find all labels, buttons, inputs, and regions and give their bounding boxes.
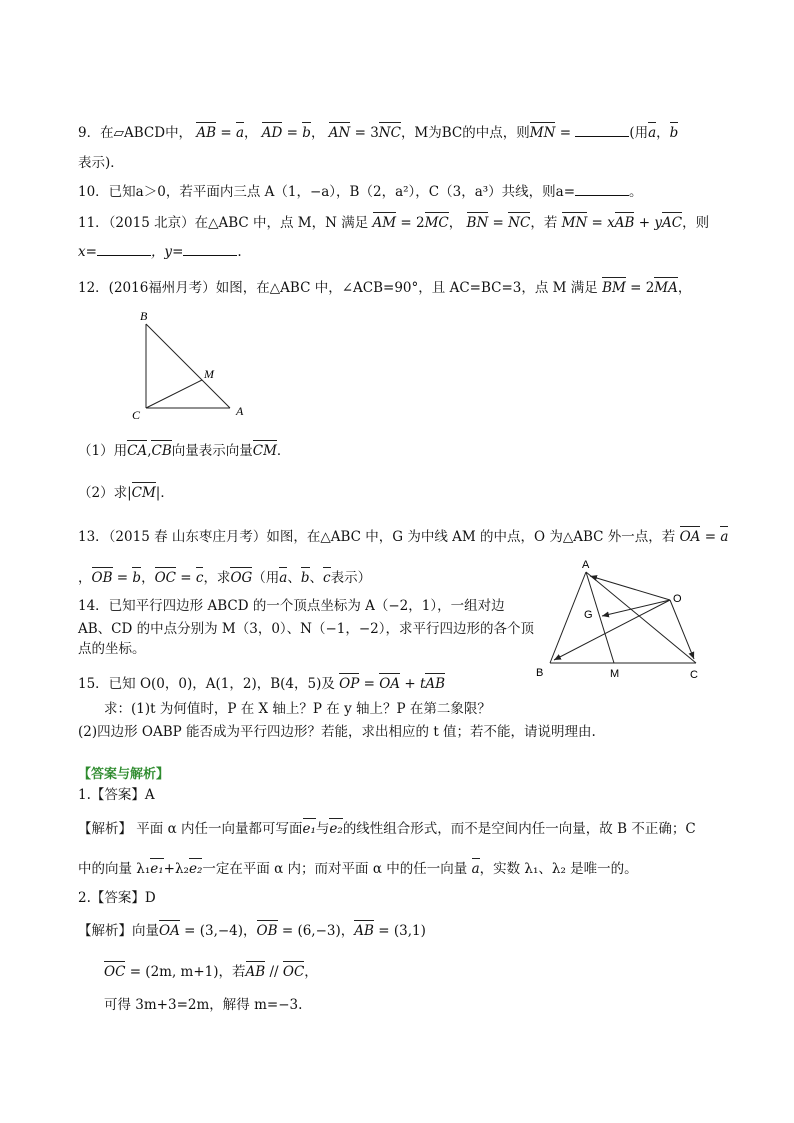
explanation-1-cont: 中的向量 λ₁e₁+λ₂e₂一定在平面 α 内；而对平面 α 中的任一向量 a，实数 λ₁、λ₂ 是唯一的。 xyxy=(78,858,638,878)
triangle-figure-q12 xyxy=(128,308,258,423)
point-A: A xyxy=(236,404,244,418)
question-12-part-1: （1）用CA,CB向量表示向量CM． xyxy=(78,440,290,460)
answer-blank[interactable] xyxy=(183,243,237,256)
point-B: B xyxy=(536,667,544,679)
question-11: 11．（2015 北京）在△ABC 中，点 M，N 满足 AM = 2MC， BN = NC，若 MN = xAB + yAC，则 xyxy=(78,212,709,232)
triangle-figure-q13 xyxy=(532,556,712,686)
vec-AN: AN xyxy=(329,122,351,142)
question-10: 10．已知a＞0，若平面内三点 A（1，−a），B（2，a²），C（3，a³）共线，则a= 。 xyxy=(78,184,643,200)
answer-blank[interactable] xyxy=(575,124,629,137)
vec-a: a xyxy=(236,122,244,142)
question-9: 9．在▱ABCD中， AB = a， AD = b， AN = 3NC，M为BC的中点，则MN = (用a，b xyxy=(78,122,678,142)
point-M: M xyxy=(610,668,620,680)
point-O: O xyxy=(673,593,682,605)
question-9-cont: 表示)． xyxy=(78,155,124,171)
question-14-line-1: 14．已知平行四边形 ABCD 的一个顶点坐标为 A（−2，1），一组对边 xyxy=(78,598,505,614)
vec-MN: MN xyxy=(530,122,556,142)
question-15-part-2: (2)四边形 OABP 能否成为平行四边形？若能，求出相应的 t 值；若不能，请说明理由. xyxy=(78,724,596,740)
question-14-line-2: AB、CD 的中点分别为 M（3，0）、N（−1，−2），求平行四边形的各个顶 xyxy=(78,621,535,637)
explanation-1: 【解析】 平面 α 内任一向量都可写面e₁与e₂的线性组合形式，而不是空间内任一向量，故 B 不正确；C xyxy=(78,818,696,838)
vec-AD: AD xyxy=(262,122,283,142)
point-C: C xyxy=(690,669,698,681)
answer-blank[interactable] xyxy=(97,243,151,256)
point-C: C xyxy=(132,408,141,422)
vec-NC: NC xyxy=(379,122,401,142)
question-11-cont: x= ，y= . xyxy=(78,244,242,260)
answer-1: 1.【答案】A xyxy=(78,787,155,803)
answer-blank[interactable] xyxy=(575,183,629,196)
question-14-line-3: 点的坐标。 xyxy=(78,641,146,657)
question-15-part-1: 求：(1)t 为何值时，P 在 X 轴上？P 在 y 轴上？P 在第二象限？ xyxy=(104,701,491,717)
point-B: B xyxy=(140,309,148,323)
answers-heading: 【答案与解析】 xyxy=(78,767,170,782)
question-12-part-2: （2）求|CM|． xyxy=(78,482,174,502)
question-15: 15．已知 O(0，0)，A(1，2)，B(4，5)及 OP = OA + tAB xyxy=(78,673,445,693)
question-13: 13．（2015 春 山东枣庄月考）如图，在△ABC 中，G 为中线 AM 的中点，O 为△ABC 外一点，若 OA = a xyxy=(78,526,728,546)
explanation-2-result: 可得 3m+3=2m，解得 m=−3. xyxy=(104,997,303,1013)
vec-AB: AB xyxy=(196,122,216,142)
question-13-cont: ，OB = b，OC = c，求OG（用a、b、c表示） xyxy=(78,567,371,587)
question-12: 12．(2016福州月考）如图，在△ABC 中，∠ACB=90°，且 AC=BC=3，点 M 满足 BM = 2MA， xyxy=(78,277,691,297)
explanation-2: 【解析】向量OA = (3,−4)，OB = (6,−3)，AB = (3,1) xyxy=(78,920,426,940)
point-A: A xyxy=(582,559,590,571)
point-G: G xyxy=(584,609,593,621)
answer-2: 2.【答案】D xyxy=(78,890,156,906)
point-M: M xyxy=(204,367,214,381)
explanation-2-cont: OC = (2m, m+1)，若AB // OC， xyxy=(104,961,318,981)
vec-b: b xyxy=(302,122,311,142)
